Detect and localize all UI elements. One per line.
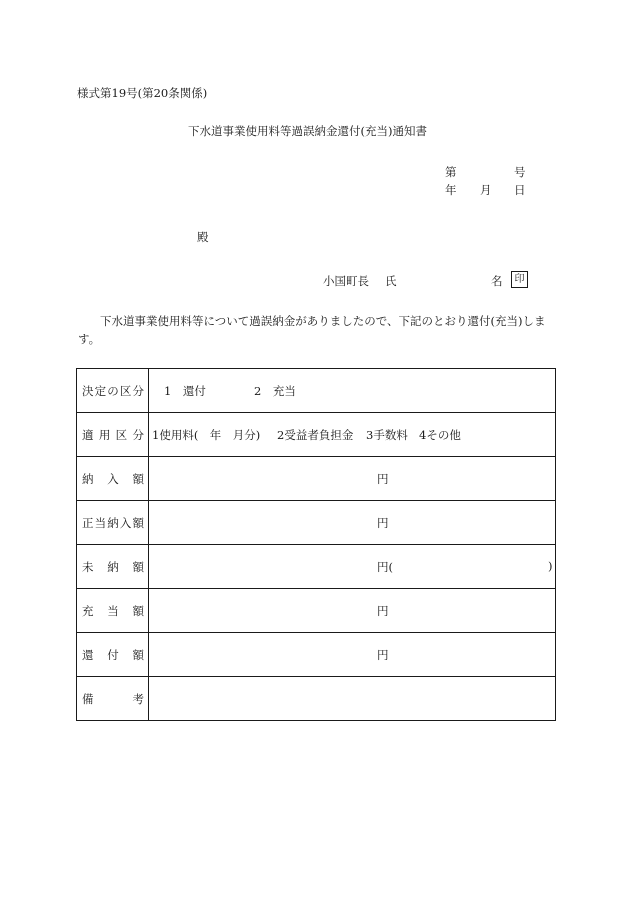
detail-table xyxy=(76,368,556,721)
row-value-decision xyxy=(149,369,556,413)
row-label-char: 当 xyxy=(107,603,119,618)
yen-unit-open-paren: 円( xyxy=(377,560,393,574)
row-label-char: 未 xyxy=(82,559,94,574)
row-label-char: 還 xyxy=(82,647,94,662)
table-row-remarks xyxy=(77,677,556,721)
row-value-paid-amount xyxy=(149,457,556,501)
table-row-correct-amount xyxy=(77,501,556,545)
row-label-char: 定 xyxy=(94,383,107,398)
category-fee: 3手数料 xyxy=(366,428,408,442)
row-label-char: 区 xyxy=(119,383,132,398)
row-label-char: 額 xyxy=(132,603,144,618)
yen-unit: 円 xyxy=(377,604,389,618)
number-prefix: 第 xyxy=(445,165,457,179)
table-row-appropriated-amount xyxy=(77,589,556,633)
row-label-char: 決 xyxy=(82,383,94,398)
row-label-char: 当 xyxy=(94,515,107,530)
table-row-decision xyxy=(77,369,556,413)
form-number-label: 様式第19号(第20条関係) xyxy=(77,86,208,100)
row-label-char: 納 xyxy=(82,471,94,486)
issuer-name-mei: 名 xyxy=(491,274,503,288)
row-label-char: 入 xyxy=(107,471,119,486)
addressee-honorific: 殿 xyxy=(197,230,209,244)
row-label-category xyxy=(77,413,149,457)
row-label-decision xyxy=(77,369,149,413)
row-label-remarks xyxy=(77,677,149,721)
row-label-char: 正 xyxy=(82,515,94,530)
notice-body-text: 下水道事業使用料等について過誤納金がありましたので、下記のとおり還付(充当)します。 xyxy=(78,314,546,346)
yen-unit: 円 xyxy=(377,648,389,662)
row-label-char: 入 xyxy=(119,515,132,530)
row-label-char: 額 xyxy=(132,515,144,530)
issuer-name-shi: 氏 xyxy=(385,274,397,288)
row-label-appropriated-amount xyxy=(77,589,149,633)
row-label-char: 充 xyxy=(82,603,94,618)
row-value-remarks xyxy=(149,677,556,721)
option-refund: 1 還付 xyxy=(164,384,206,398)
row-value-correct-amount xyxy=(149,501,556,545)
row-label-paid-amount xyxy=(77,457,149,501)
date-year: 年 xyxy=(445,183,457,197)
row-label-char: 備 xyxy=(82,691,94,706)
table-row-unpaid-amount xyxy=(77,545,556,589)
table-row-refund-amount xyxy=(77,633,556,677)
row-label-char: 納 xyxy=(107,559,119,574)
yen-unit: 円 xyxy=(377,472,389,486)
option-appropriation: 2 充当 xyxy=(254,384,296,398)
row-value-category xyxy=(149,413,556,457)
row-label-char: 適 xyxy=(82,427,94,442)
close-paren: ) xyxy=(548,559,553,573)
number-suffix: 号 xyxy=(514,165,526,179)
seal-mark: 印 xyxy=(511,271,528,288)
row-label-unpaid-amount xyxy=(77,545,149,589)
row-value-refund-amount xyxy=(149,633,556,677)
row-label-char: 用 xyxy=(98,427,111,442)
date-day: 日 xyxy=(514,183,526,197)
row-label-char: 区 xyxy=(115,427,128,442)
table-row-category xyxy=(77,413,556,457)
document-title: 下水道事業使用料等過誤納金還付(充当)通知書 xyxy=(188,124,427,138)
table-row-paid-amount xyxy=(77,457,556,501)
row-label-correct-amount xyxy=(77,501,149,545)
row-label-char: 付 xyxy=(107,647,119,662)
row-label-char: 額 xyxy=(132,647,144,662)
category-other: 4その他 xyxy=(419,428,461,442)
issuer-title: 小国町長 xyxy=(323,274,369,288)
row-label-char: 考 xyxy=(132,691,144,706)
row-label-char: の xyxy=(107,383,119,398)
row-value-appropriated-amount xyxy=(149,589,556,633)
yen-unit: 円 xyxy=(377,516,389,530)
date-month: 月 xyxy=(480,183,492,197)
row-value-unpaid-amount xyxy=(149,545,556,589)
category-beneficiary-charge: 2受益者負担金 xyxy=(277,428,354,442)
row-label-char: 額 xyxy=(132,559,144,574)
row-label-char: 額 xyxy=(132,471,144,486)
row-label-char: 分 xyxy=(132,427,144,442)
row-label-char: 納 xyxy=(107,515,119,530)
category-usage-fee: 1使用料( 年 月分) xyxy=(152,428,261,442)
row-label-char: 分 xyxy=(132,383,144,398)
row-label-refund-amount xyxy=(77,633,149,677)
